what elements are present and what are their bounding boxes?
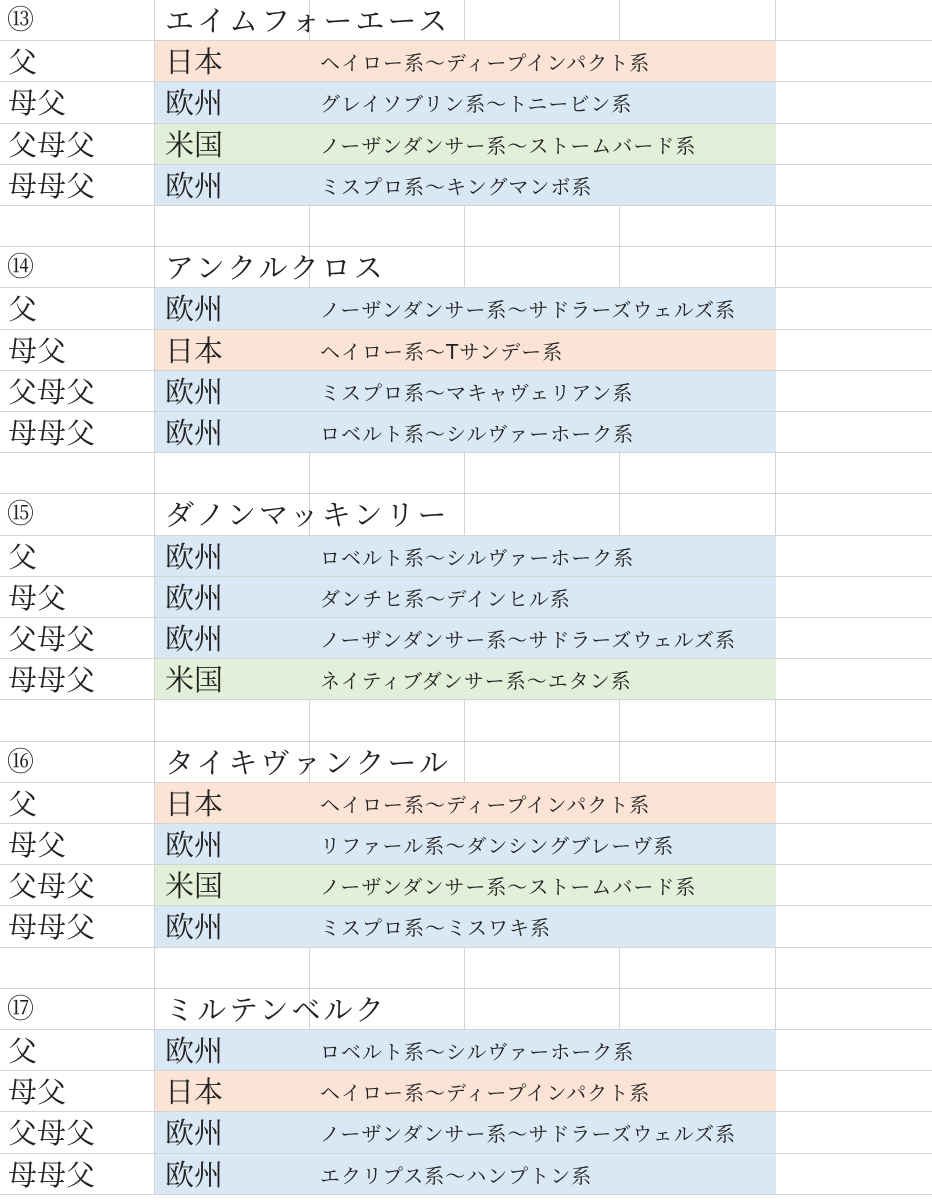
grid-cell[interactable]: [776, 700, 932, 741]
horse-name: ミルテンベルク: [165, 992, 387, 1027]
relation-label: 母父: [8, 1075, 67, 1110]
entry-number: ⑭: [7, 252, 34, 284]
relation-label: 母母父: [8, 168, 96, 203]
grid-cell[interactable]: [465, 700, 620, 741]
grid-cell[interactable]: [776, 824, 932, 865]
grid-cell[interactable]: [465, 206, 620, 247]
lineage-text: ミスプロ系～マキャヴェリアン系: [320, 380, 634, 405]
grid-cell[interactable]: [620, 0, 776, 41]
region-label: 米国: [165, 663, 224, 698]
region-label: 日本: [165, 333, 224, 368]
grid-cell[interactable]: [0, 206, 155, 247]
grid-cell[interactable]: [620, 948, 776, 989]
relation-label: 父母父: [8, 1116, 96, 1151]
relation-label: 母母父: [8, 416, 96, 450]
lineage-text: ノーザンダンサー系～サドラーズウェルズ系: [320, 298, 736, 323]
grid-cell[interactable]: [776, 0, 932, 41]
grid-cell[interactable]: [620, 247, 776, 288]
group-header-row: [0, 494, 932, 535]
horse-name: ダノンマッキンリー: [165, 498, 450, 533]
region-label: 欧州: [165, 1034, 224, 1068]
region-label: 欧州: [165, 622, 224, 656]
lineage-text: ミスプロ系～キングマンボ系: [320, 174, 593, 199]
region-label: 米国: [165, 127, 224, 162]
grid-cell[interactable]: [776, 82, 932, 123]
grid-cell[interactable]: [776, 783, 932, 824]
grid-cell[interactable]: [620, 453, 776, 494]
grid-cell[interactable]: [465, 742, 620, 783]
grid-cell[interactable]: [776, 1112, 932, 1153]
grid-cell[interactable]: [776, 124, 932, 165]
region-label: 欧州: [165, 374, 224, 409]
horse-name: タイキヴァンクール: [165, 745, 451, 780]
lineage-text: ロベルト系～シルヴァーホーク系: [320, 422, 635, 446]
grid-cell[interactable]: [620, 742, 776, 783]
grid-cell[interactable]: [465, 247, 620, 288]
grid-cell[interactable]: [776, 1154, 932, 1195]
lineage-text: ヘイロー系～ディープインパクト系: [320, 792, 651, 817]
grid-cell[interactable]: [776, 453, 932, 494]
grid-cell[interactable]: [0, 453, 155, 494]
relation-label: 母父: [8, 828, 67, 862]
relation-label: 父: [8, 539, 38, 574]
entry-number: ⑰: [7, 993, 34, 1025]
lineage-text: グレイソブリン系～トニービン系: [320, 92, 633, 117]
grid-cell[interactable]: [776, 577, 932, 618]
relation-label: 母母父: [8, 910, 96, 945]
grid-cell[interactable]: [465, 494, 620, 535]
relation-label: 父: [8, 1034, 38, 1068]
region-label: 欧州: [165, 168, 224, 203]
grid-cell[interactable]: [310, 700, 465, 741]
relation-label: 母母父: [8, 663, 96, 698]
group-header-row: [0, 742, 932, 783]
group-header-row: [0, 989, 932, 1030]
relation-label: 母父: [8, 86, 67, 121]
region-label: 欧州: [165, 828, 224, 862]
grid-cell[interactable]: [465, 0, 620, 41]
group-header-row: [0, 0, 932, 41]
grid-cell[interactable]: [776, 288, 932, 329]
grid-cell[interactable]: [155, 206, 310, 247]
blank-row: [0, 206, 932, 247]
grid-cell[interactable]: [776, 330, 932, 371]
grid-cell[interactable]: [776, 618, 932, 659]
lineage-text: ミスプロ系～ミスワキ系: [320, 916, 551, 941]
lineage-text: ロベルト系～シルヴァーホーク系: [320, 1040, 635, 1064]
grid-cell[interactable]: [310, 948, 465, 989]
grid-cell[interactable]: [776, 659, 932, 700]
region-label: 欧州: [165, 580, 224, 615]
entry-number: ⑮: [7, 499, 34, 531]
grid-cell[interactable]: [776, 989, 932, 1030]
region-label: 欧州: [165, 292, 224, 327]
region-label: 欧州: [165, 1116, 224, 1151]
entry-number: ⑯: [7, 746, 34, 778]
grid-cell[interactable]: [0, 700, 155, 741]
grid-cell[interactable]: [155, 948, 310, 989]
lineage-text: ノーザンダンサー系～サドラーズウェルズ系: [320, 1122, 736, 1147]
grid-cell[interactable]: [620, 989, 776, 1030]
grid-cell[interactable]: [776, 906, 932, 947]
lineage-text: ヘイロー系～Tサンデー系: [320, 339, 564, 364]
grid-cell[interactable]: [776, 247, 932, 288]
blank-row: [0, 948, 932, 989]
grid-cell[interactable]: [465, 453, 620, 494]
grid-cell[interactable]: [465, 948, 620, 989]
horse-name: エイムフォーエース: [165, 4, 451, 38]
lineage-text: リファール系～ダンシングブレーヴ系: [320, 834, 675, 858]
entry-number: ⑬: [7, 5, 34, 36]
relation-label: 父母父: [8, 374, 96, 409]
region-label: 欧州: [165, 539, 224, 574]
region-label: 日本: [165, 45, 224, 80]
grid-cell[interactable]: [465, 989, 620, 1030]
grid-cell[interactable]: [620, 700, 776, 741]
relation-label: 父母父: [8, 869, 96, 904]
lineage-text: ダンチヒ系～デインヒル系: [320, 586, 571, 611]
grid-cell[interactable]: [776, 1071, 932, 1112]
region-label: 日本: [165, 1075, 224, 1110]
blank-row: [0, 700, 932, 741]
grid-cell[interactable]: [776, 494, 932, 535]
lineage-text: ネイティブダンサー系～エタン系: [320, 669, 632, 694]
relation-label: 父母父: [8, 127, 96, 162]
lineage-text: ノーザンダンサー系～サドラーズウェルズ系: [320, 628, 736, 652]
grid-cell[interactable]: [776, 865, 932, 906]
grid-cell[interactable]: [776, 1030, 932, 1071]
horse-name: アンクルクロス: [165, 251, 386, 286]
grid-cell[interactable]: [0, 948, 155, 989]
relation-label: 父母父: [8, 622, 96, 656]
relation-label: 父: [8, 45, 38, 80]
region-label: 欧州: [165, 910, 224, 945]
grid-cell[interactable]: [776, 41, 932, 82]
grid-cell[interactable]: [776, 412, 932, 453]
grid-cell[interactable]: [776, 371, 932, 412]
relation-label: 父: [8, 292, 38, 327]
group-header-row: [0, 247, 932, 288]
grid-cell[interactable]: [776, 165, 932, 206]
lineage-text: エクリプス系～ハンプトン系: [320, 1163, 593, 1188]
grid-cell[interactable]: [310, 453, 465, 494]
grid-cell[interactable]: [620, 494, 776, 535]
grid-cell[interactable]: [776, 742, 932, 783]
region-label: 欧州: [165, 86, 224, 121]
blank-row: [0, 453, 932, 494]
grid-cell[interactable]: [310, 206, 465, 247]
grid-cell[interactable]: [776, 948, 932, 989]
lineage-text: ノーザンダンサー系～ストームバード系: [320, 875, 697, 900]
lineage-text: ノーザンダンサー系～ストームバード系: [320, 133, 697, 158]
lineage-text: ロベルト系～シルヴァーホーク系: [320, 545, 635, 570]
relation-label: 母父: [8, 580, 67, 615]
region-label: 欧州: [165, 416, 224, 450]
region-label: 米国: [165, 869, 224, 904]
region-label: 欧州: [165, 1157, 224, 1192]
relation-label: 母母父: [8, 1157, 96, 1192]
lineage-text: ヘイロー系～ディープインパクト系: [320, 51, 651, 76]
relation-label: 母父: [8, 333, 67, 368]
lineage-text: ヘイロー系～ディープインパクト系: [320, 1081, 651, 1106]
region-label: 日本: [165, 786, 224, 821]
grid-cell[interactable]: [155, 700, 310, 741]
grid-cell[interactable]: [620, 206, 776, 247]
grid-cell[interactable]: [155, 453, 310, 494]
grid-cell[interactable]: [776, 536, 932, 577]
relation-label: 父: [8, 786, 38, 821]
grid-cell[interactable]: [776, 206, 932, 247]
